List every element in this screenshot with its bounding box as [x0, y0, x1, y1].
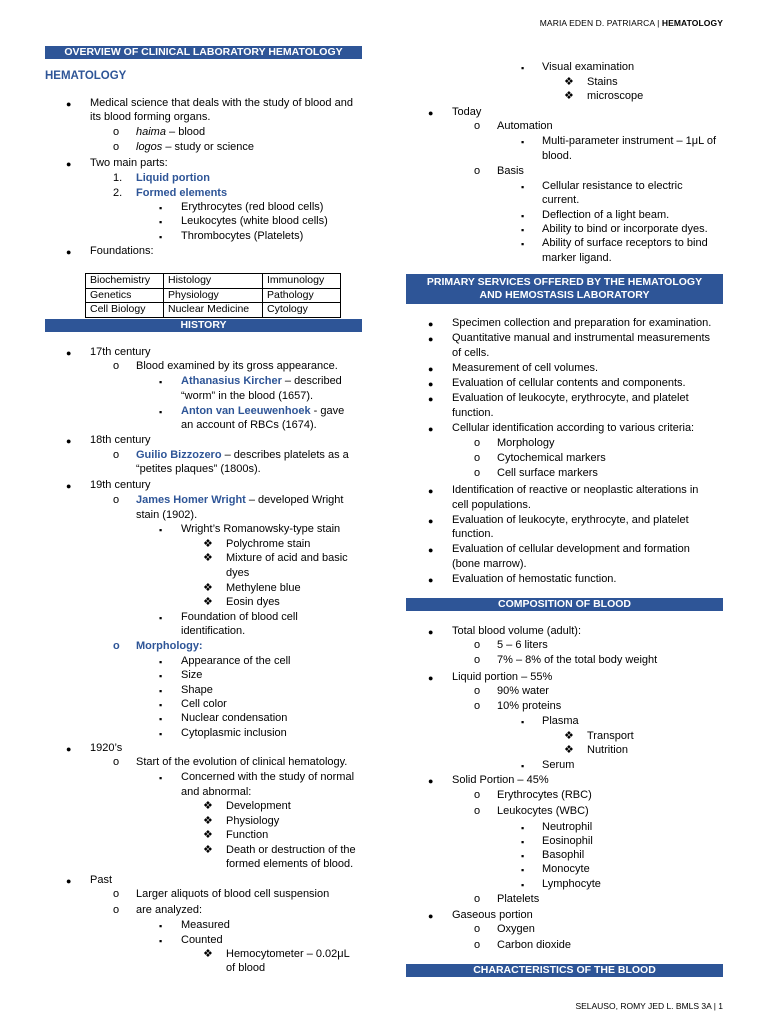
leeuwenhoek-item — [181, 404, 344, 418]
platelets-item: Platelets — [497, 893, 540, 905]
plasma-item: Plasma — [542, 715, 579, 727]
square-bullet-icon: ▪ — [159, 921, 163, 931]
rbc-item: Erythrocytes (RBC) — [497, 789, 592, 801]
square-bullet-icon: ▪ — [159, 377, 163, 387]
square-bullet-icon: ▪ — [521, 837, 525, 847]
square-bullet-icon: ▪ — [521, 225, 525, 235]
circle-bullet-icon: o — [474, 467, 481, 479]
leeuwenhoek-desc: - gave — [310, 405, 345, 417]
circle-bullet-icon: o — [474, 120, 481, 132]
service-item: Measurement of cell volumes. — [452, 362, 599, 374]
past: Past — [90, 874, 113, 886]
square-bullet-icon: ▪ — [159, 700, 163, 710]
formed-elements-heading: Formed elements — [136, 187, 228, 199]
bullet-icon: ● — [428, 334, 434, 344]
diamond-bullet-icon: ❖ — [564, 744, 574, 756]
volume-liters: 5 – 6 liters — [497, 639, 548, 651]
diamond-bullet-icon: ❖ — [564, 90, 574, 102]
start-evolution: Start of the evolution of clinical hematology. — [136, 756, 348, 768]
service-item-line-2: (bone marrow). — [452, 558, 527, 570]
square-bullet-icon: ▪ — [159, 671, 163, 681]
service-item-line-2: function. — [452, 407, 494, 419]
square-bullet-icon: ▪ — [159, 232, 163, 242]
foundation-item: Foundation of blood cell — [181, 611, 298, 623]
table-cell: Pathology — [263, 288, 341, 303]
bullet-icon: ● — [428, 911, 434, 921]
page-footer: SELAUSO, ROMY JED L. BMLS 3A | 1 — [575, 1001, 723, 1011]
square-bullet-icon: ▪ — [521, 182, 525, 192]
stains-item: Stains — [587, 76, 618, 88]
square-bullet-icon: ▪ — [521, 880, 525, 890]
wbc-type: Eosinophil — [542, 835, 593, 847]
leukocytes-item: Leukocytes (white blood cells) — [181, 215, 328, 227]
diamond-bullet-icon: ❖ — [203, 815, 213, 827]
service-item: Quantitative manual and instrumental measurements — [452, 332, 711, 344]
subject-label: HEMATOLOGY — [661, 18, 723, 28]
service-item: Evaluation of leukocyte, erythrocyte, and platelet — [452, 392, 689, 404]
circle-bullet-icon: o — [113, 888, 120, 900]
square-bullet-icon: ▪ — [521, 865, 525, 875]
circle-bullet-icon: o — [113, 904, 120, 916]
methylene-blue: Methylene blue — [226, 582, 301, 594]
table-row — [86, 288, 341, 303]
bullet-icon: ● — [428, 673, 434, 683]
bullet-icon: ● — [66, 159, 72, 169]
bullet-icon: ● — [66, 348, 72, 358]
logos-item — [136, 140, 254, 154]
diamond-bullet-icon: ❖ — [203, 800, 213, 812]
death-item-line-2: formed elements of blood. — [226, 858, 354, 870]
criteria-item: Morphology — [497, 437, 555, 449]
multi-parameter-item-line-2: blood. — [542, 150, 572, 162]
square-bullet-icon: ▪ — [159, 657, 163, 667]
transport-item: Transport — [587, 730, 634, 742]
section-bar-composition: COMPOSITION OF BLOOD — [406, 598, 723, 611]
bar-line: AND HEMOSTASIS LABORATORY — [479, 289, 650, 301]
service-item: Cellular identification according to various criteria: — [452, 422, 695, 434]
bullet-icon: ● — [428, 379, 434, 389]
bullet-icon: ● — [428, 108, 434, 118]
subhead-hematology: HEMATOLOGY — [45, 70, 127, 82]
morphology-heading: Morphology: — [136, 640, 203, 652]
measured-item: Measured — [181, 919, 230, 931]
service-item: Identification of reactive or neoplastic alterations in — [452, 484, 699, 496]
concerned-item-line-2: and abnormal: — [181, 786, 252, 798]
table-cell: Genetics — [86, 288, 164, 303]
today: Today — [452, 106, 482, 118]
diamond-bullet-icon: ❖ — [203, 596, 213, 608]
wright-item — [136, 493, 343, 507]
eosin-dyes: Eosin dyes — [226, 596, 280, 608]
19th-century: 19th century — [90, 479, 151, 491]
basis: Basis — [497, 165, 524, 177]
circle-bullet-icon: o — [474, 685, 481, 697]
criteria-item: Cytochemical markers — [497, 452, 606, 464]
wright-name: James Homer Wright — [136, 494, 246, 506]
square-bullet-icon: ▪ — [159, 714, 163, 724]
circle-bullet-icon: o — [113, 126, 120, 138]
circle-bullet-icon: o — [474, 789, 481, 801]
solid-portion: Solid Portion – 45% — [452, 774, 549, 786]
square-bullet-icon: ▪ — [159, 686, 163, 696]
circle-bullet-icon: o — [474, 923, 481, 935]
square-bullet-icon: ▪ — [521, 63, 525, 73]
square-bullet-icon: ▪ — [521, 211, 525, 221]
section-bar-history: HISTORY — [45, 319, 362, 332]
square-bullet-icon: ▪ — [521, 717, 525, 727]
square-bullet-icon: ▪ — [159, 217, 163, 227]
bullet-icon: ● — [66, 247, 72, 257]
section-bar-primary-services — [406, 274, 723, 304]
circle-bullet-icon: o — [113, 756, 120, 768]
volume-percent: 7% – 8% of the total body weight — [497, 654, 658, 666]
bullet-icon: ● — [428, 394, 434, 404]
square-bullet-icon: ▪ — [521, 851, 525, 861]
morphology-item: Appearance of the cell — [181, 655, 291, 667]
diamond-bullet-icon: ❖ — [203, 552, 213, 564]
bizzozero-item — [136, 448, 349, 462]
definition-line-2: its blood forming organs. — [90, 111, 211, 123]
bullet-icon: ● — [428, 545, 434, 555]
diamond-bullet-icon: ❖ — [203, 829, 213, 841]
square-bullet-icon: ▪ — [159, 525, 163, 535]
circle-bullet-icon: o — [474, 165, 481, 177]
bullet-icon: ● — [66, 436, 72, 446]
bullet-icon: ● — [428, 575, 434, 585]
circle-bullet-icon: o — [474, 700, 481, 712]
liquid-portion-heading: Liquid portion — [136, 172, 210, 184]
erythrocytes-item: Erythrocytes (red blood cells) — [181, 201, 324, 213]
foundations-table — [85, 273, 341, 318]
automation: Automation — [497, 120, 553, 132]
morphology-item: Cytoplasmic inclusion — [181, 727, 287, 739]
concerned-item: Concerned with the study of normal — [181, 771, 355, 783]
circle-bullet-icon: o — [474, 805, 481, 817]
wbc-type: Basophil — [542, 849, 585, 861]
square-bullet-icon: ▪ — [159, 407, 163, 417]
wbc-item: Leukocytes (WBC) — [497, 805, 589, 817]
polychrome-stain: Polychrome stain — [226, 538, 311, 550]
kircher-name: Athanasius Kircher — [181, 375, 282, 387]
bizzozero-name: Guilio Bizzozero — [136, 449, 222, 461]
section-bar-overview: OVERVIEW OF CLINICAL LABORATORY HEMATOLOGY — [45, 46, 362, 59]
table-cell: Nuclear Medicine — [164, 303, 263, 318]
wright-desc: – developed Wright — [245, 494, 344, 506]
haima-term: haima — [136, 126, 166, 138]
kircher-desc: – described — [281, 375, 342, 387]
are-analyzed: are analyzed: — [136, 904, 203, 916]
17th-century: 17th century — [90, 346, 151, 358]
square-bullet-icon: ▪ — [159, 773, 163, 783]
thrombocytes-item: Thrombocytes (Platelets) — [181, 230, 304, 242]
circle-bullet-icon: o — [474, 639, 481, 651]
service-item-line-2: of cells. — [452, 347, 490, 359]
co2-item: Carbon dioxide — [497, 939, 571, 951]
foundations-label: Foundations: — [90, 245, 154, 257]
square-bullet-icon: ▪ — [159, 203, 163, 213]
mixture-item-line-2: dyes — [226, 567, 250, 579]
logos-term: logos — [136, 141, 163, 153]
service-item-line-2: function. — [452, 528, 494, 540]
death-item: Death or destruction of the — [226, 844, 356, 856]
visual-examination: Visual examination — [542, 61, 635, 73]
service-item: Evaluation of cellular development and formation — [452, 543, 690, 555]
square-bullet-icon: ▪ — [521, 823, 525, 833]
table-cell: Histology — [164, 274, 263, 289]
bar-line: PRIMARY SERVICES OFFERED BY THE HEMATOLOGY — [426, 276, 703, 288]
18th-century: 18th century — [90, 434, 151, 446]
kircher-item-line-2: “worm” in the blood (1657). — [181, 390, 314, 402]
basis-item-line-2: marker ligand. — [542, 252, 612, 264]
oxygen-item: Oxygen — [497, 923, 535, 935]
service-item: Specimen collection and preparation for examination. — [452, 317, 712, 329]
bullet-icon: ● — [66, 744, 72, 754]
wbc-type: Lymphocyte — [542, 878, 601, 890]
square-bullet-icon: ▪ — [521, 137, 525, 147]
page-header — [540, 18, 723, 28]
mixture-item: Mixture of acid and basic — [226, 552, 348, 564]
wright-item-line-2: stain (1902). — [136, 509, 198, 521]
circle-bullet-icon: o — [474, 437, 481, 449]
circle-bullet-icon: o — [474, 893, 481, 905]
counted-item: Counted — [181, 934, 223, 946]
proteins-item: 10% proteins — [497, 700, 562, 712]
diamond-bullet-icon: ❖ — [203, 538, 213, 550]
square-bullet-icon: ▪ — [159, 613, 163, 623]
diamond-bullet-icon: ❖ — [564, 76, 574, 88]
morphology-item: Shape — [181, 684, 213, 696]
larger-aliquots: Larger aliquots of blood cell suspension — [136, 888, 330, 900]
table-cell: Physiology — [164, 288, 263, 303]
basis-item: Deflection of a light beam. — [542, 209, 670, 221]
kircher-item — [181, 374, 342, 388]
list-number: 2. — [113, 187, 123, 199]
circle-bullet-icon: o — [113, 141, 120, 153]
list-number: 1. — [113, 172, 123, 184]
diamond-bullet-icon: ❖ — [203, 582, 213, 594]
multi-parameter-item: Multi-parameter instrument – 1μL of — [542, 135, 717, 147]
1920s: 1920’s — [90, 742, 123, 754]
service-item: Evaluation of cellular contents and components. — [452, 377, 686, 389]
bullet-icon: ● — [66, 99, 72, 109]
hemocytometer-item: Hemocytometer – 0.02μL — [226, 948, 350, 960]
function-item: Function — [226, 829, 269, 841]
gaseous-portion: Gaseous portion — [452, 909, 533, 921]
circle-bullet-icon: o — [474, 939, 481, 951]
leeuwenhoek-name: Anton van Leeuwenhoek — [181, 405, 311, 417]
author-name: MARIA EDEN D. PATRIARCA | — [539, 18, 662, 28]
table-cell: Cytology — [263, 303, 341, 318]
gross-appearance: Blood examined by its gross appearance. — [136, 360, 338, 372]
table-cell: Biochemistry — [86, 274, 164, 289]
bullet-icon: ● — [428, 516, 434, 526]
square-bullet-icon: ▪ — [159, 729, 163, 739]
haima-meaning: – blood — [165, 126, 206, 138]
service-item: Evaluation of leukocyte, erythrocyte, and platelet — [452, 514, 689, 526]
diamond-bullet-icon: ❖ — [203, 844, 213, 856]
bizzozero-desc: – describes platelets as a — [221, 449, 349, 461]
bullet-icon: ● — [428, 424, 434, 434]
bullet-icon: ● — [428, 776, 434, 786]
morphology-item: Nuclear condensation — [181, 712, 288, 724]
basis-item: Cellular resistance to electric — [542, 180, 683, 192]
circle-bullet-icon: o — [113, 494, 120, 506]
serum-item: Serum — [542, 759, 575, 771]
diamond-bullet-icon: ❖ — [203, 948, 213, 960]
leeuwenhoek-item-line-2: an account of RBCs (1674). — [181, 419, 317, 431]
bizzozero-item-line-2: “petites plaques” (1800s). — [136, 463, 261, 475]
nutrition-item: Nutrition — [587, 744, 628, 756]
section-bar-characteristics: CHARACTERISTICS OF THE BLOOD — [406, 964, 723, 977]
basis-item-line-2: current. — [542, 194, 580, 206]
service-item: Evaluation of hemostatic function. — [452, 573, 617, 585]
square-bullet-icon: ▪ — [521, 239, 525, 249]
basis-item: Ability to bind or incorporate dyes. — [542, 223, 708, 235]
romanowsky-stain: Wright’s Romanowsky-type stain — [181, 523, 341, 535]
table-cell: Cell Biology — [86, 303, 164, 318]
table-row — [86, 303, 341, 318]
haima-item — [136, 125, 205, 139]
circle-bullet-icon: o — [113, 640, 120, 652]
morphology-item: Cell color — [181, 698, 227, 710]
table-cell: Immunology — [263, 274, 341, 289]
criteria-item: Cell surface markers — [497, 467, 598, 479]
basis-item: Ability of surface receptors to bind — [542, 237, 708, 249]
bullet-icon: ● — [66, 481, 72, 491]
circle-bullet-icon: o — [113, 449, 120, 461]
bullet-icon: ● — [428, 627, 434, 637]
service-item-line-2: cell populations. — [452, 499, 531, 511]
bullet-icon: ● — [428, 364, 434, 374]
circle-bullet-icon: o — [113, 360, 120, 372]
development-item: Development — [226, 800, 291, 812]
foundation-item-line-2: identification. — [181, 625, 246, 637]
logos-meaning: – study or science — [162, 141, 255, 153]
water-item: 90% water — [497, 685, 549, 697]
square-bullet-icon: ▪ — [521, 761, 525, 771]
hemocytometer-item-line-2: of blood — [226, 962, 266, 974]
bullet-icon: ● — [428, 486, 434, 496]
two-main-parts: Two main parts: — [90, 157, 168, 169]
total-blood-volume: Total blood volume (adult): — [452, 625, 582, 637]
circle-bullet-icon: o — [474, 654, 481, 666]
circle-bullet-icon: o — [474, 452, 481, 464]
physiology-item: Physiology — [226, 815, 280, 827]
wbc-type: Monocyte — [542, 863, 590, 875]
bullet-icon: ● — [66, 876, 72, 886]
table-row — [86, 274, 341, 289]
diamond-bullet-icon: ❖ — [564, 730, 574, 742]
square-bullet-icon: ▪ — [159, 936, 163, 946]
morphology-item: Size — [181, 669, 203, 681]
microscope-item: microscope — [587, 90, 644, 102]
wbc-type: Neutrophil — [542, 821, 593, 833]
bullet-icon: ● — [428, 319, 434, 329]
definition-line-1: Medical science that deals with the study of blood and — [90, 97, 353, 109]
liquid-portion: Liquid portion – 55% — [452, 671, 553, 683]
